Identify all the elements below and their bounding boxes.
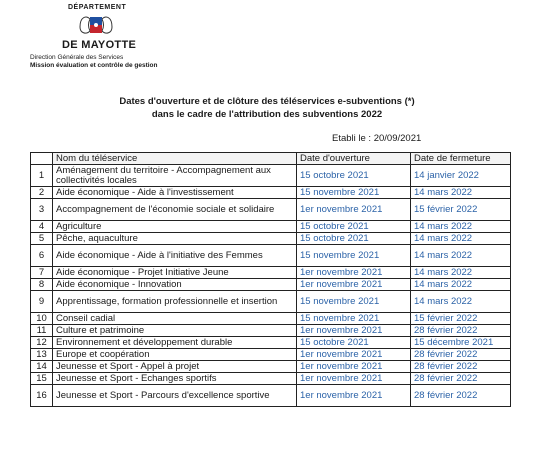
cell-num: 14 (31, 361, 53, 373)
table-header-row (31, 153, 511, 165)
cell-close: 14 mars 2022 (411, 291, 511, 313)
cell-num: 4 (31, 221, 53, 233)
cell-name: Culture et patrimoine (53, 325, 297, 337)
cell-close: 14 mars 2022 (411, 245, 511, 267)
cell-num: 3 (31, 199, 53, 221)
title-line-1 (0, 96, 534, 107)
department-logo (48, 4, 146, 54)
cell-close: 28 février 2022 (411, 385, 511, 407)
cell-num: 2 (31, 187, 53, 199)
cell-open: 1er novembre 2021 (297, 279, 411, 291)
table-row (31, 199, 511, 221)
cell-num: 9 (31, 291, 53, 313)
cell-open: 1er novembre 2021 (297, 361, 411, 373)
cell-open: 15 octobre 2021 (297, 165, 411, 187)
cell-close: 28 février 2022 (411, 349, 511, 361)
cell-name: Jeunesse et Sport - Parcours d'excellence sportive (53, 385, 297, 407)
cell-name: Aide économique - Aide à l'investissement (53, 187, 297, 199)
table-row (31, 233, 511, 245)
table-row (31, 187, 511, 199)
table-row (31, 291, 511, 313)
table-row (31, 165, 511, 187)
table-row (31, 385, 511, 407)
cell-open: 15 novembre 2021 (297, 291, 411, 313)
header-close: Date de fermeture (411, 153, 511, 165)
header-open: Date d'ouverture (297, 153, 411, 165)
table-row (31, 279, 511, 291)
table-row (31, 349, 511, 361)
cell-num: 7 (31, 267, 53, 279)
cell-open: 15 novembre 2021 (297, 313, 411, 325)
cell-name: Jeunesse et Sport - Appel à projet (53, 361, 297, 373)
cell-close: 14 mars 2022 (411, 187, 511, 199)
table-row (31, 245, 511, 267)
cell-num: 13 (31, 349, 53, 361)
cell-name: Pêche, aquaculture (53, 233, 297, 245)
cell-open: 1er novembre 2021 (297, 373, 411, 385)
cell-close: 14 mars 2022 (411, 267, 511, 279)
title-text: Dates d'ouverture et de clôture des téléservices e-subventions (119, 96, 402, 107)
header-name: Nom du téléservice (53, 153, 297, 165)
table-row (31, 313, 511, 325)
org-line-1: Direction Générale des Services (30, 54, 124, 61)
teleservices-table (30, 152, 511, 407)
table-row (31, 221, 511, 233)
logo-bottom-text: DE MAYOTTE (62, 39, 137, 51)
cell-close: 28 février 2022 (411, 373, 511, 385)
cell-num: 1 (31, 165, 53, 187)
cell-open: 1er novembre 2021 (297, 325, 411, 337)
cell-close: 15 février 2022 (411, 199, 511, 221)
cell-name: Environnement et développement durable (53, 337, 297, 349)
cell-open: 1er novembre 2021 (297, 267, 411, 279)
cell-open: 15 novembre 2021 (297, 187, 411, 199)
cell-close: 28 février 2022 (411, 361, 511, 373)
established-date: Etabli le : 20/09/2021 (332, 133, 422, 144)
cell-open: 1er novembre 2021 (297, 385, 411, 407)
cell-num: 12 (31, 337, 53, 349)
title-line-2: dans le cadre de l'attribution des subventions 2022 (151, 109, 383, 120)
table-body (31, 165, 511, 407)
table-row (31, 267, 511, 279)
table-row (31, 373, 511, 385)
cell-name: Aide économique - Projet Initiative Jeune (53, 267, 297, 279)
cell-close: 14 mars 2022 (411, 279, 511, 291)
cell-close: 14 mars 2022 (411, 233, 511, 245)
title-note: (*) (404, 96, 415, 107)
cell-close: 28 février 2022 (411, 325, 511, 337)
table-row (31, 337, 511, 349)
cell-num: 10 (31, 313, 53, 325)
cell-num: 15 (31, 373, 53, 385)
cell-name: Jeunesse et Sport - Echanges sportifs (53, 373, 297, 385)
org-line-2: Mission évaluation et contrôle de gestion (30, 62, 158, 69)
seal-icon (78, 13, 114, 39)
cell-name: Apprentissage, formation professionnelle et insertion (53, 291, 297, 313)
cell-num: 16 (31, 385, 53, 407)
cell-open: 15 octobre 2021 (297, 221, 411, 233)
table-row (31, 325, 511, 337)
cell-close: 15 décembre 2021 (411, 337, 511, 349)
cell-num: 6 (31, 245, 53, 267)
header-num (31, 153, 53, 165)
cell-open: 15 octobre 2021 (297, 337, 411, 349)
cell-open: 15 novembre 2021 (297, 245, 411, 267)
title-block (0, 96, 534, 120)
cell-close: 14 janvier 2022 (411, 165, 511, 187)
cell-name: Aide économique - Innovation (53, 279, 297, 291)
cell-close: 14 mars 2022 (411, 221, 511, 233)
cell-open: 1er novembre 2021 (297, 199, 411, 221)
table-row (31, 361, 511, 373)
cell-name: Europe et coopération (53, 349, 297, 361)
logo-top-text: DÉPARTEMENT (68, 4, 127, 11)
cell-open: 1er novembre 2021 (297, 349, 411, 361)
cell-name: Aide économique - Aide à l'initiative des Femmes (53, 245, 297, 267)
cell-name: Agriculture (53, 221, 297, 233)
cell-name: Conseil cadial (53, 313, 297, 325)
cell-num: 11 (31, 325, 53, 337)
header (30, 4, 230, 70)
cell-num: 8 (31, 279, 53, 291)
cell-close: 15 février 2022 (411, 313, 511, 325)
cell-name: Accompagnement de l'économie sociale et solidaire (53, 199, 297, 221)
cell-num: 5 (31, 233, 53, 245)
cell-open: 15 octobre 2021 (297, 233, 411, 245)
cell-name: Aménagement du territoire - Accompagnement aux collectivités locales (53, 165, 297, 187)
